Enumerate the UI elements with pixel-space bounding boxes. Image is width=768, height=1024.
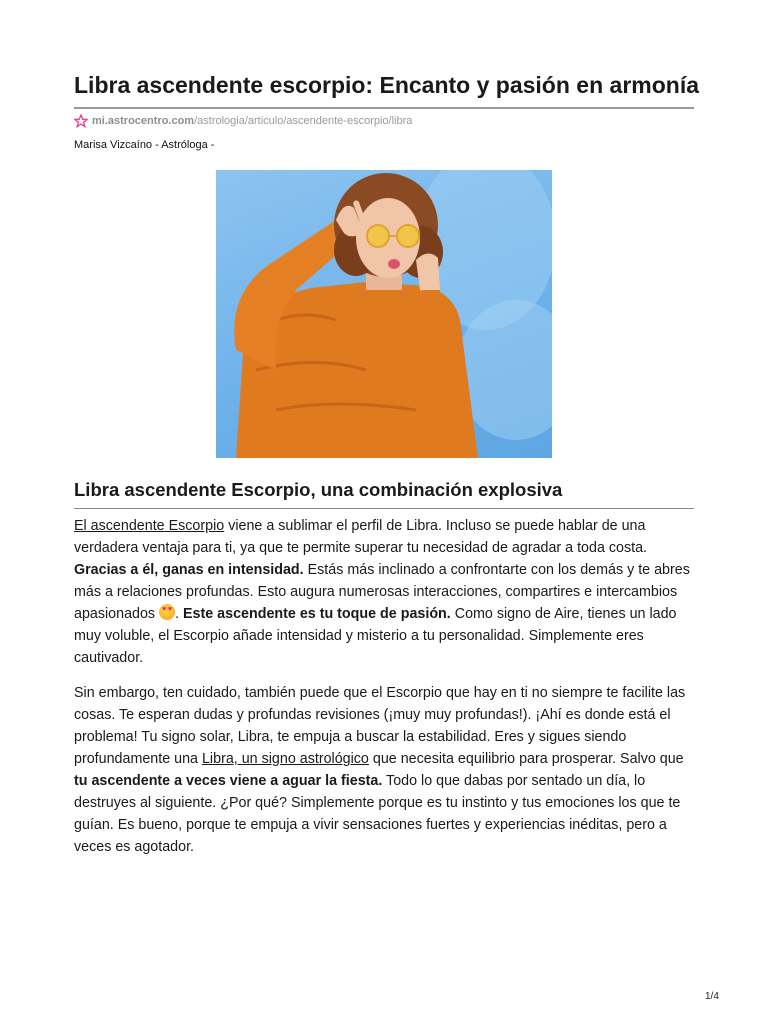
p2-text-2: que necesita equilibrio para prosperar. Salvo que	[368, 751, 684, 767]
p2-text-1: Sin embargo, ten cuidado, también puede que el Escorpio que hay en ti no siempre te facilite las cosas. Te esperan dudas y profundas revisiones (¡muy muy profundas!). ¡Ahí es donde está el problema! Tu signo solar, Libra, te empuja a buscar la estabilidad. Eres y sigues siendo profundamente una	[74, 685, 686, 767]
heart-eyes-emoji-icon	[159, 604, 175, 620]
source-path[interactable]: /astrologia/articulo/ascendente-escorpio/libra	[194, 115, 413, 127]
paragraph-1	[74, 515, 699, 669]
p1-text-1: viene a sublimar el perfil de Libra. Incluso se puede hablar de una verdadera ventaja para ti, ya que te permite superar tu necesidad de agradar a toda costa.	[74, 518, 648, 556]
hero-image	[216, 170, 552, 458]
p1-text-3: .	[175, 606, 184, 622]
section-heading: Libra ascendente Escorpio, una combinación explosiva	[74, 479, 563, 500]
paragraph-2	[74, 682, 699, 858]
p1-bold-2: Este ascendente es tu toque de pasión.	[183, 606, 451, 622]
title-divider	[74, 107, 694, 109]
p2-bold-1: tu ascendente a veces viene a aguar la fiesta.	[74, 773, 383, 789]
page-title: Libra ascendente escorpio: Encanto y pasión en armonía	[74, 72, 699, 98]
link-libra-signo[interactable]: Libra, un signo astrológico	[201, 751, 369, 767]
page-number: 1/4	[705, 991, 719, 1002]
source-url[interactable]	[74, 114, 412, 128]
star-icon	[74, 114, 88, 128]
source-domain[interactable]: mi.astrocentro.com	[92, 115, 195, 127]
author-byline: Marisa Vizcaíno - Astróloga -	[74, 139, 215, 151]
p1-text-2: Estás más inclinado a confrontarte con los demás y te abres más a relaciones profundas. Esto augura numerosas interacciones, compartires e intercambios apasionados	[74, 562, 690, 622]
p1-bold-1: Gracias a él, ganas en intensidad.	[74, 562, 304, 578]
p2-text-3: Todo lo que dabas por sentado un día, lo destruyes al siguiente. ¿Por qué? Simplemente porque es tu instinto y tus emociones los que te guían. Es bueno, porque te empuja a vivir sensaciones fuertes y experiencias inéditas, pero a veces es agotador.	[74, 773, 681, 855]
section-divider	[74, 508, 694, 509]
link-ascendente-escorpio[interactable]: El ascendente Escorpio	[74, 518, 225, 534]
p1-text-4: Como signo de Aire, tienes un lado muy voluble, el Escorpio añade intensidad y misterio a tu personalidad. Simplemente eres cautivador.	[74, 606, 677, 666]
